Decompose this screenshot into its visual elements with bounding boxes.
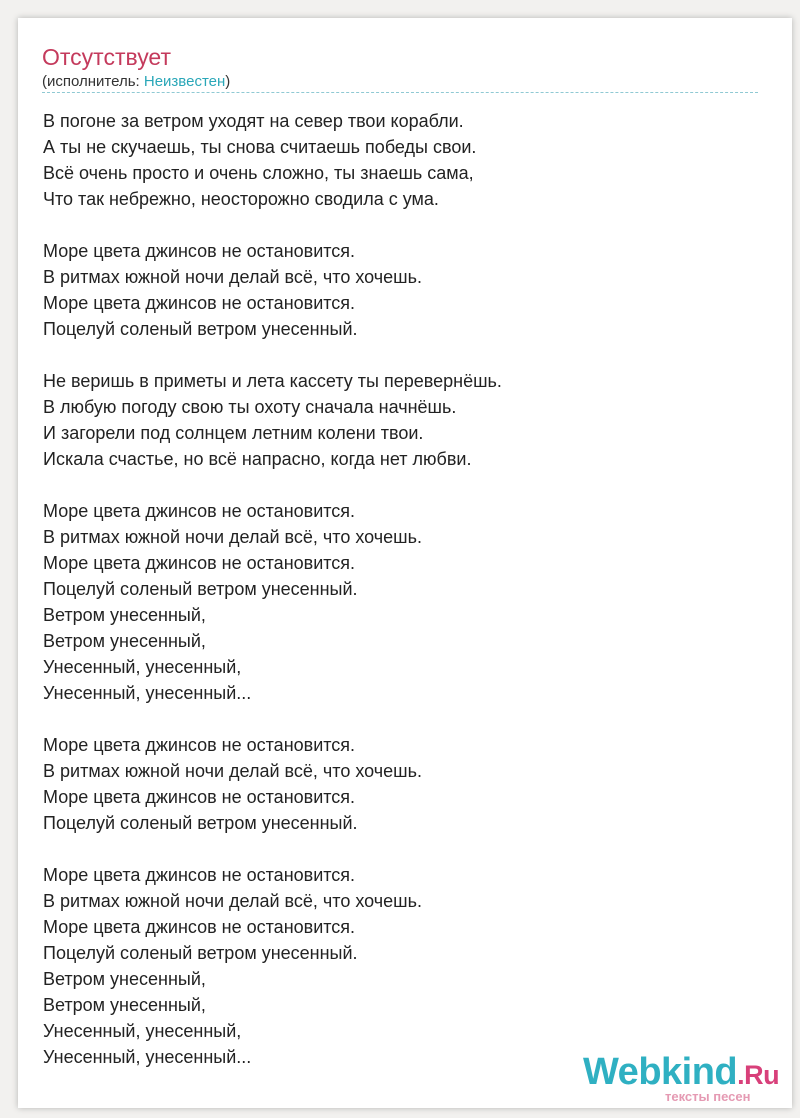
lyric-line: Ветром унесенный,: [43, 995, 206, 1015]
logo-tld: .Ru: [737, 1060, 780, 1090]
stanza-gap: [43, 342, 502, 368]
lyric-line: Ветром унесенный,: [43, 605, 206, 625]
lyric-line: Искала счастье, но всё напрасно, когда нет любви.: [43, 449, 472, 469]
stanza-gap: [43, 706, 502, 732]
lyric-line: Ветром унесенный,: [43, 969, 206, 989]
lyric-line: Унесенный, унесенный...: [43, 1047, 252, 1067]
lyric-line: Ветром унесенный,: [43, 631, 206, 651]
lyric-line: В ритмах южной ночи делай всё, что хочешь.: [43, 527, 422, 547]
lyric-line: Унесенный, унесенный,: [43, 1021, 242, 1041]
lyric-line: В любую погоду свою ты охоту сначала начнёшь.: [43, 397, 457, 417]
lyric-line: Море цвета джинсов не остановится.: [43, 865, 356, 885]
header-divider: [42, 92, 758, 93]
lyric-line: В ритмах южной ночи делай всё, что хочешь.: [43, 891, 422, 911]
lyric-line: Море цвета джинсов не остановится.: [43, 501, 356, 521]
lyric-line: Унесенный, унесенный,: [43, 657, 242, 677]
lyric-line: Поцелуй соленый ветром унесенный.: [43, 319, 358, 339]
lyric-line: Море цвета джинсов не остановится.: [43, 553, 356, 573]
artist-prefix: (исполнитель:: [42, 73, 144, 90]
song-title: Отсутствует: [42, 44, 171, 70]
lyric-line: Море цвета джинсов не остановится.: [43, 787, 356, 807]
lyric-line: В ритмах южной ночи делай всё, что хочешь.: [43, 761, 422, 781]
logo-name: Webkind: [583, 1051, 738, 1093]
lyric-line: В погоне за ветром уходят на север твои корабли.: [43, 111, 464, 131]
lyric-line: Не веришь в приметы и лета кассету ты перевернёшь.: [43, 371, 502, 391]
lyric-line: В ритмах южной ночи делай всё, что хочешь.: [43, 267, 422, 287]
stanza-gap: [43, 212, 502, 238]
stanza-gap: [43, 836, 502, 862]
stanza-gap: [43, 472, 502, 498]
lyric-line: Поцелуй соленый ветром унесенный.: [43, 579, 358, 599]
lyric-line: Море цвета джинсов не остановится.: [43, 241, 356, 261]
lyric-line: Унесенный, унесенный...: [43, 683, 252, 703]
lyric-line: Море цвета джинсов не остановится.: [43, 917, 356, 937]
lyric-line: И загорели под солнцем летним колени твои.: [43, 423, 424, 443]
artist-link[interactable]: Неизвестен: [143, 73, 226, 90]
lyric-line: Море цвета джинсов не остановится.: [43, 735, 356, 755]
artist-line: [42, 73, 230, 91]
lyric-line: Поцелуй соленый ветром унесенный.: [43, 813, 358, 833]
lyric-line: А ты не скучаешь, ты снова считаешь победы свои.: [43, 137, 477, 157]
lyric-line: Что так небрежно, неосторожно сводила с ума.: [43, 189, 439, 209]
lyric-line: Море цвета джинсов не остановится.: [43, 293, 356, 313]
lyric-line: Поцелуй соленый ветром унесенный.: [43, 943, 358, 963]
lyrics-body: [43, 108, 502, 1070]
logo-tagline: тексты песен: [665, 1089, 751, 1104]
lyric-line: Всё очень просто и очень сложно, ты знаешь сама,: [43, 163, 474, 183]
lyrics-card: [18, 18, 792, 1108]
artist-suffix: ): [225, 73, 231, 90]
site-logo[interactable]: [583, 1050, 783, 1102]
